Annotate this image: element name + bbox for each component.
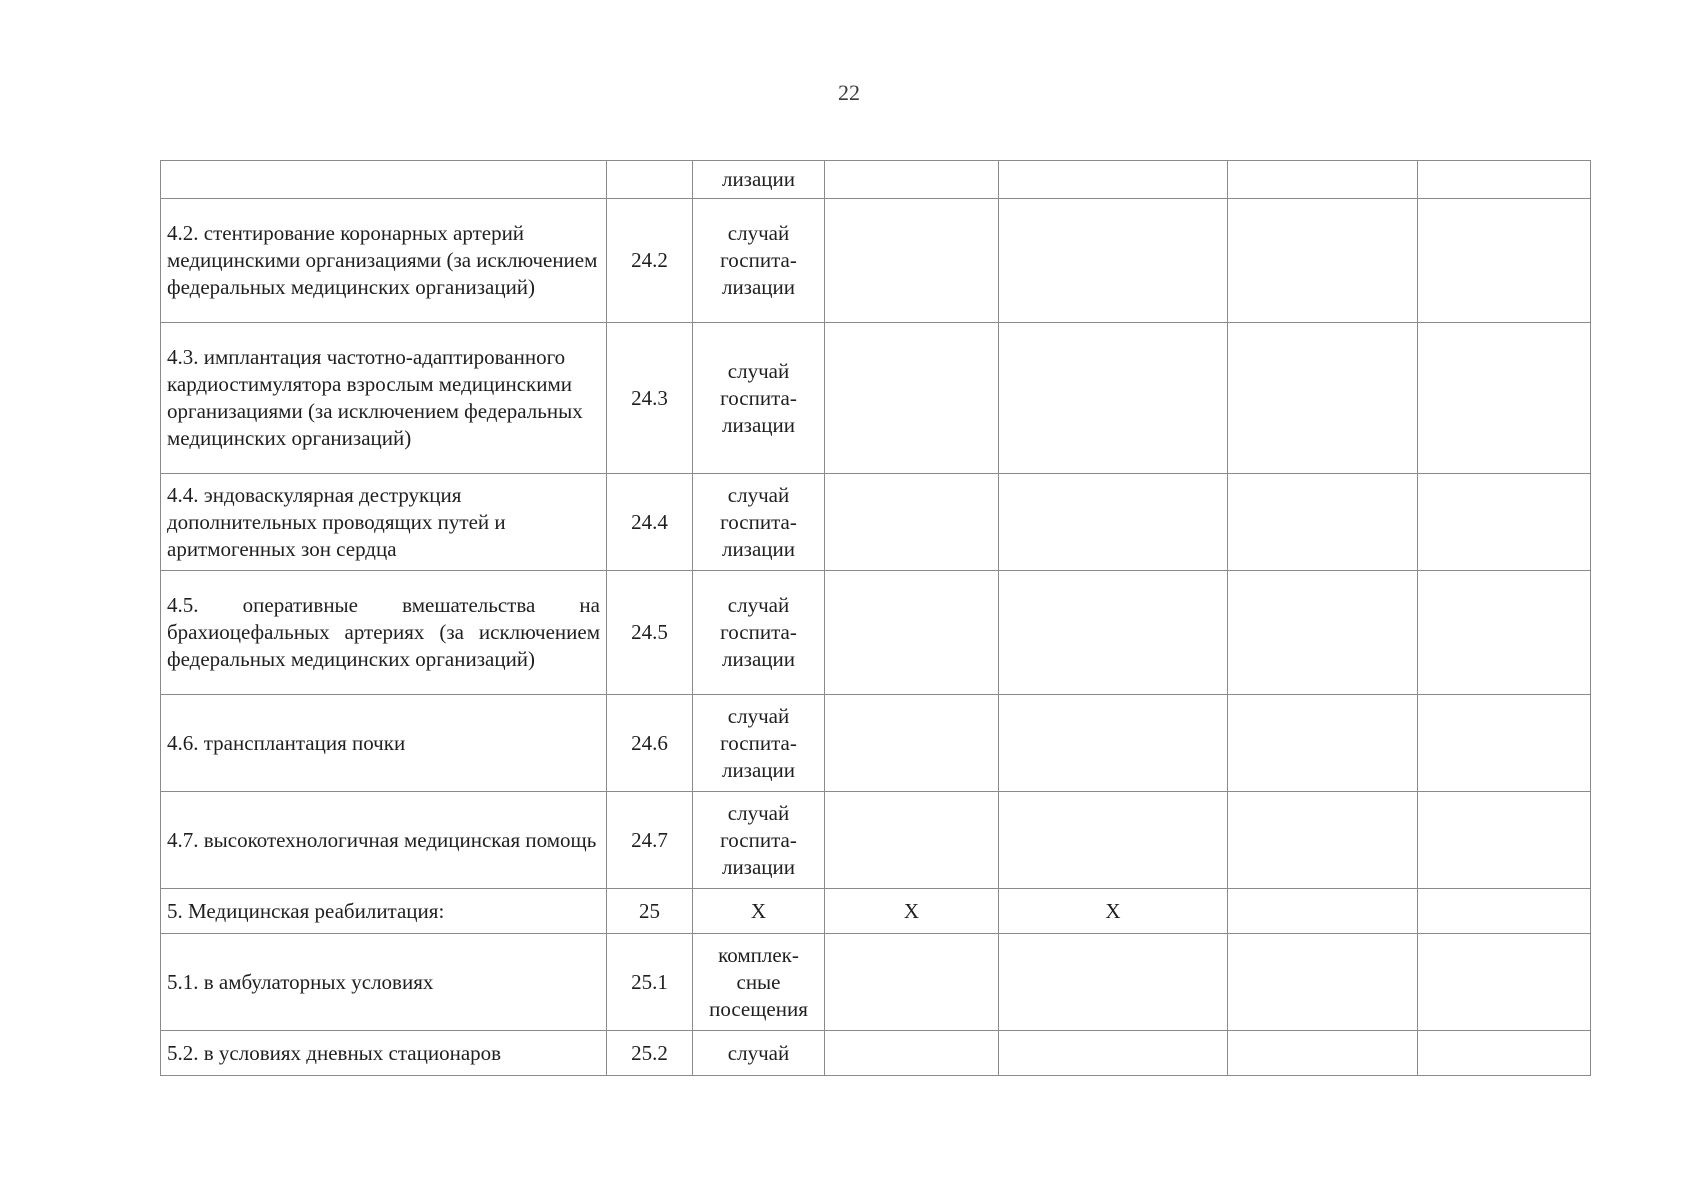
cell-indicator-name: 4.6. трансплантация почки	[161, 695, 607, 792]
unit-text-line: лизации	[721, 647, 796, 671]
cell-indicator-name	[161, 161, 607, 199]
cell-value-v3	[1228, 1031, 1418, 1076]
cell-value-v1	[825, 199, 999, 323]
cell-unit	[693, 323, 825, 474]
page-number: 22	[838, 80, 860, 105]
cell-value-v4	[1418, 474, 1591, 571]
cell-value-v2	[999, 1031, 1228, 1076]
cell-unit	[693, 934, 825, 1031]
cell-value-v2	[999, 323, 1228, 474]
data-table	[160, 160, 1591, 1076]
cell-value-v3	[1228, 571, 1418, 695]
unit-text-line: случай	[727, 221, 790, 245]
unit-text-line: лизации	[721, 167, 796, 191]
unit-text-line: лизации	[721, 854, 796, 879]
cell-value-v1	[825, 323, 999, 474]
cell-value-v2	[999, 934, 1228, 1031]
cell-value-v1	[825, 571, 999, 695]
table-row	[161, 695, 1591, 792]
cell-indicator-name: 4.4. эндоваскулярная деструкция дополнительных проводящих путей и аритмогенных зон сердца	[161, 474, 607, 571]
cell-value-v3	[1228, 323, 1418, 474]
cell-unit	[693, 199, 825, 323]
unit-text-line: случай	[727, 703, 790, 728]
cell-value-v3	[1228, 695, 1418, 792]
unit-text-line: случай	[727, 800, 790, 825]
cell-value-v1: X	[825, 889, 999, 934]
cell-value-v4	[1418, 199, 1591, 323]
cell-line-code: 25.1	[607, 934, 693, 1031]
cell-value-v4	[1418, 695, 1591, 792]
cell-line-code: 25.2	[607, 1031, 693, 1076]
cell-indicator-name: 4.5. оперативные вмешательства на брахиоцефальных артериях (за исключением федеральных медицинских организаций)	[161, 571, 607, 695]
unit-text-line: госпита-	[720, 509, 797, 534]
unit-text-line: госпита-	[720, 620, 797, 644]
unit-text-line: лизации	[721, 757, 796, 782]
cell-value-v4	[1418, 571, 1591, 695]
cell-value-v2: X	[999, 889, 1228, 934]
cell-line-code: 24.3	[607, 323, 693, 474]
unit-text-line: госпита-	[720, 827, 797, 852]
cell-line-code	[607, 161, 693, 199]
cell-indicator-name: 5.1. в амбулаторных условиях	[161, 934, 607, 1031]
cell-value-v1	[825, 934, 999, 1031]
cell-unit	[693, 695, 825, 792]
cell-value-v4	[1418, 934, 1591, 1031]
table-body	[161, 161, 1591, 1076]
unit-text-line: госпита-	[720, 730, 797, 755]
cell-value-v3	[1228, 792, 1418, 889]
cell-value-v2	[999, 571, 1228, 695]
cell-unit	[693, 571, 825, 695]
cell-value-v2	[999, 474, 1228, 571]
cell-line-code: 25	[607, 889, 693, 934]
unit-text-line: случай	[727, 358, 790, 383]
cell-unit	[693, 474, 825, 571]
unit-text-line: случай	[727, 1040, 790, 1065]
table-row	[161, 934, 1591, 1031]
unit-text-line: сные	[736, 969, 781, 994]
cell-value-v4	[1418, 1031, 1591, 1076]
cell-unit	[693, 889, 825, 934]
cell-value-v3	[1228, 474, 1418, 571]
table-row	[161, 474, 1591, 571]
table-row	[161, 1031, 1591, 1076]
cell-value-v4	[1418, 792, 1591, 889]
unit-text-line: посещения	[709, 996, 808, 1021]
cell-value-v4	[1418, 161, 1591, 199]
unit-text-line: случай	[727, 482, 790, 507]
cell-unit	[693, 161, 825, 199]
cell-line-code: 24.6	[607, 695, 693, 792]
unit-text-line: госпита-	[720, 248, 797, 272]
table-row	[161, 571, 1591, 695]
cell-value-v4	[1418, 323, 1591, 474]
cell-value-v1	[825, 1031, 999, 1076]
cell-value-v3	[1228, 199, 1418, 323]
unit-text-line: лизации	[721, 412, 796, 437]
cell-indicator-name: 5.2. в условиях дневных стационаров	[161, 1031, 607, 1076]
cell-line-code: 24.4	[607, 474, 693, 571]
unit-text-line: лизации	[721, 275, 796, 299]
cell-value-v3	[1228, 161, 1418, 199]
cell-value-v1	[825, 792, 999, 889]
table-row	[161, 323, 1591, 474]
unit-text-line: госпита-	[720, 385, 797, 410]
unit-text-line: лизации	[721, 536, 796, 561]
cell-line-code: 24.2	[607, 199, 693, 323]
table-row	[161, 199, 1591, 323]
cell-value-v2	[999, 695, 1228, 792]
cell-value-v1	[825, 695, 999, 792]
cell-line-code: 24.5	[607, 571, 693, 695]
cell-unit	[693, 1031, 825, 1076]
cell-value-v3	[1228, 934, 1418, 1031]
table-row	[161, 889, 1591, 934]
cell-value-v2	[999, 792, 1228, 889]
cell-value-v1	[825, 474, 999, 571]
cell-value-v4	[1418, 889, 1591, 934]
cell-value-v2	[999, 161, 1228, 199]
cell-value-v1	[825, 161, 999, 199]
cell-value-v2	[999, 199, 1228, 323]
cell-indicator-name: 4.3. имплантация частотно-адаптированного кардиостимулятора взрослым медицинскими организациями (за исключением федеральных медицинских организаций)	[161, 323, 607, 474]
table-row	[161, 161, 1591, 199]
cell-value-v3	[1228, 889, 1418, 934]
unit-text-line: случай	[727, 593, 790, 617]
unit-text-line: X	[750, 898, 767, 923]
cell-indicator-name: 4.2. стентирование коронарных артерий медицинскими организациями (за исключением федеральных медицинских организаций)	[161, 199, 607, 323]
cell-indicator-name: 4.7. высокотехнологичная медицинская помощь	[161, 792, 607, 889]
unit-text-line: комплек-	[718, 942, 799, 967]
cell-line-code: 24.7	[607, 792, 693, 889]
cell-unit	[693, 792, 825, 889]
table-row	[161, 792, 1591, 889]
cell-indicator-name: 5. Медицинская реабилитация:	[161, 889, 607, 934]
